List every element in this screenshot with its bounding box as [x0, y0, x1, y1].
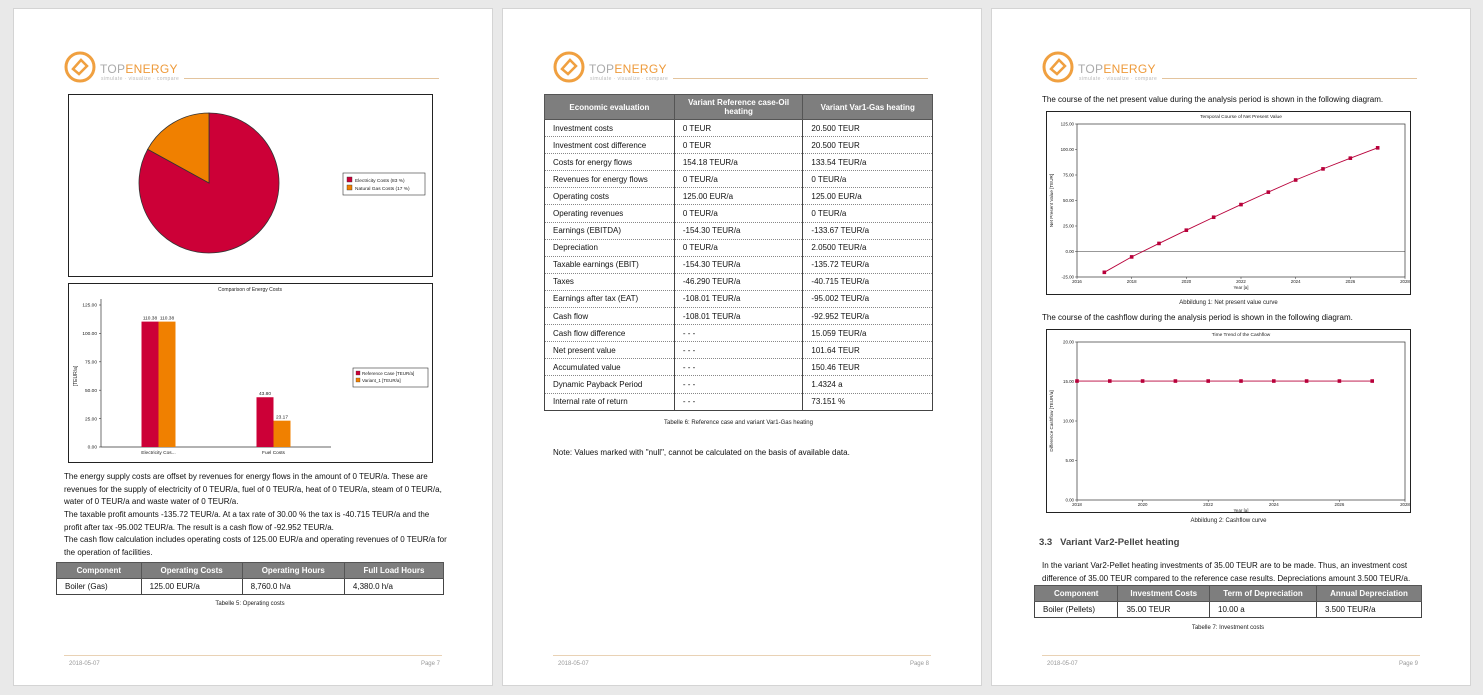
y-axis-label: Difference Cashflow [TEUR/a] [1049, 390, 1054, 452]
bar-value-label: 110.38 [142, 316, 158, 322]
y-tick-label: 15.00 [1063, 379, 1074, 385]
y-axis-label: Net Present Value [TEUR] [1049, 173, 1054, 228]
footer-page-number: Page 8 [909, 661, 929, 667]
header-cell: Economic evaluation [545, 95, 675, 120]
table-cell: Investment costs [545, 120, 675, 137]
y-tick-label: 0.00 [1065, 249, 1074, 255]
data-point [1349, 156, 1353, 160]
header-rule [184, 78, 439, 79]
table-cell: 150.46 TEUR [803, 359, 933, 376]
table-row [545, 342, 933, 359]
y-tick-label: 5.00 [1065, 458, 1074, 464]
table-cell: -154.30 TEUR/a [674, 222, 803, 239]
x-tick-label: Fuel Costs [262, 451, 285, 456]
footer-date: 2018-05-07 [69, 661, 100, 667]
section-number: 3.3 [1039, 537, 1053, 548]
data-point [1130, 255, 1134, 259]
x-tick-label: 2016 [1072, 279, 1082, 284]
y-tick-label: 100.00 [1060, 147, 1074, 153]
logo-tagline: simulate · visualize · compare [590, 76, 669, 82]
table-row [1035, 602, 1422, 618]
page-9 [991, 8, 1471, 686]
data-point [1108, 379, 1112, 383]
cashflow-chart [1046, 329, 1411, 513]
table-row [545, 171, 933, 188]
table-cell: Earnings (EBITDA) [545, 222, 675, 239]
bar-chart [68, 283, 433, 463]
table-cell: Operating costs [545, 188, 675, 205]
bar-value-label: 110.38 [159, 316, 175, 322]
table-cell: -46.290 TEUR/a [674, 273, 803, 290]
header-cell: Variant Reference case-Oil heating [674, 95, 803, 120]
table-cell: -154.30 TEUR/a [674, 256, 803, 273]
data-point [1370, 379, 1374, 383]
section-text: In the variant Var2-Pellet heating investments of 35.00 TEUR are to be made. Thus, an investment cost difference of 35.00 TEUR compared to the reference case results. Depreciations amount 3.500 TEUR/a. [1042, 561, 1411, 583]
bar [274, 421, 291, 447]
header-cell: Variant Var1-Gas heating [803, 95, 933, 120]
table-cell: 0 TEUR/a [803, 171, 933, 188]
header-cell: Investment Costs [1118, 586, 1210, 602]
table-row [545, 325, 933, 342]
table-cell: 0 TEUR/a [674, 239, 803, 256]
logo-brand: TOPENERGY [589, 62, 667, 76]
header-cell: Annual Depreciation [1316, 586, 1421, 602]
table-caption: Tabelle 5: Operating costs [215, 601, 285, 607]
table-cell: Boiler (Gas) [57, 579, 142, 595]
header-cell: Full Load Hours [344, 563, 443, 579]
table-cell: 0 TEUR/a [674, 171, 803, 188]
y-tick-label: 10.00 [1063, 418, 1074, 424]
data-point [1174, 379, 1178, 383]
header-cell: Term of Depreciation [1210, 586, 1317, 602]
table-cell: 0 TEUR [674, 120, 803, 137]
x-tick-label: 2020 [1137, 502, 1148, 507]
x-tick-label: 2022 [1236, 279, 1246, 284]
y-tick-label: 50.00 [84, 388, 97, 394]
logo-icon [1042, 51, 1074, 83]
table-cell: 20.500 TEUR [803, 120, 933, 137]
x-axis-label: Year [a] [1233, 285, 1249, 290]
table-cell: -108.01 TEUR/a [674, 308, 803, 325]
table-cell: 3.500 TEUR/a [1316, 602, 1421, 618]
company-logo [1042, 51, 1432, 91]
pie-chart [68, 94, 433, 277]
y-tick-label: 0.00 [87, 445, 97, 451]
y-axis-label: [TEUR/a] [73, 365, 79, 387]
table-cell: Dynamic Payback Period [545, 376, 675, 393]
table-row [545, 188, 933, 205]
pie-legend-label: Electricity Costs (83 %) [355, 179, 405, 184]
operating-costs-table [56, 562, 444, 595]
table-cell: 101.64 TEUR [803, 342, 933, 359]
x-tick-label: 2026 [1334, 502, 1345, 507]
x-tick-label: Electricity Cos... [141, 451, 176, 456]
npv-chart-svg [1047, 112, 1410, 294]
npv-chart [1046, 111, 1411, 295]
y-tick-label: 0.00 [1065, 497, 1074, 503]
table-cell: Earnings after tax (EAT) [545, 290, 675, 307]
company-logo [64, 51, 454, 91]
plot-area [1077, 124, 1405, 277]
data-point [1267, 190, 1271, 194]
table-cell: Revenues for energy flows [545, 171, 675, 188]
chart-title: Time Trend of the Cashflow [1211, 333, 1271, 338]
table-row [545, 376, 933, 393]
table-cell: 1.4324 a [803, 376, 933, 393]
footer-rule [1042, 655, 1420, 656]
data-point [1321, 167, 1325, 171]
table-cell: Investment cost difference [545, 137, 675, 154]
logo-icon [64, 51, 96, 83]
table-cell: 125.00 EUR/a [141, 579, 242, 595]
data-point [1305, 379, 1309, 383]
y-tick-label: 25.00 [84, 417, 97, 423]
x-tick-label: 2018 [1126, 279, 1137, 284]
data-point [1185, 228, 1189, 232]
table-cell: Operating revenues [545, 205, 675, 222]
pie-legend-label: Natural Gas Costs (17 %) [355, 187, 410, 192]
table-cell: 125.00 EUR/a [803, 188, 933, 205]
footer-date: 2018-05-07 [558, 661, 589, 667]
header-cell: Operating Hours [242, 563, 344, 579]
table-row [545, 308, 933, 325]
table-cell: Net present value [545, 342, 675, 359]
bar-legend-label: Reference Case [TEUR/a] [362, 371, 415, 376]
table-cell: 0 TEUR [674, 137, 803, 154]
pie-legend-swatch [347, 177, 352, 182]
table-row [545, 205, 933, 222]
chart-title: Comparison of Energy Costs [218, 287, 282, 293]
bar-legend-label: Variant_1 [TEUR/a] [362, 378, 401, 383]
y-tick-label: 100.00 [82, 332, 97, 338]
bar-value-label: 23.17 [275, 415, 289, 421]
pie-legend-swatch [347, 185, 352, 190]
footer-rule [64, 655, 442, 656]
table-cell: -92.952 TEUR/a [803, 308, 933, 325]
logo-tagline: simulate · visualize · compare [101, 76, 180, 82]
bar-value-label: 43.80 [258, 392, 272, 398]
cashflow-chart-svg [1047, 330, 1410, 512]
cashflow-caption: Abbildung 2: Cashflow curve [1190, 518, 1267, 524]
plot-area [1077, 342, 1405, 500]
table-cell: Boiler (Pellets) [1035, 602, 1118, 618]
section-title: Variant Var2-Pellet heating [1060, 537, 1180, 548]
table-cell: Taxable earnings (EBIT) [545, 256, 675, 273]
table-cell: - - - [674, 359, 803, 376]
x-tick-label: 2024 [1268, 502, 1279, 507]
table-cell: -108.01 TEUR/a [674, 290, 803, 307]
table-caption: Tabelle 7: Investment costs [1191, 625, 1265, 631]
pie-legend [343, 173, 425, 195]
table-cell: Accumulated value [545, 359, 675, 376]
table-cell: -95.002 TEUR/a [803, 290, 933, 307]
table-cell: Costs for energy flows [545, 154, 675, 171]
table-cell: - - - [674, 325, 803, 342]
page-7 [13, 8, 493, 686]
footer-date: 2018-05-07 [1047, 661, 1078, 667]
table-row [545, 393, 933, 410]
data-point [1376, 146, 1380, 150]
x-tick-label: 2024 [1290, 279, 1301, 284]
chart-title: Temporal Course of Net Present Value [1200, 115, 1282, 120]
table-cell: 2.0500 TEUR/a [803, 239, 933, 256]
logo-tagline: simulate · visualize · compare [1079, 76, 1158, 82]
table-cell: 15.059 TEUR/a [803, 325, 933, 342]
y-tick-label: 125.00 [1060, 121, 1074, 127]
bar [257, 397, 274, 447]
company-logo [553, 51, 943, 91]
logo-brand: TOPENERGY [100, 62, 178, 76]
data-point [1338, 379, 1342, 383]
bar-legend-swatch [356, 378, 360, 382]
data-point [1206, 379, 1210, 383]
table-cell: -133.67 TEUR/a [803, 222, 933, 239]
table-cell: 125.00 EUR/a [674, 188, 803, 205]
table-cell: 133.54 TEUR/a [803, 154, 933, 171]
logo-icon [553, 51, 585, 83]
table-cell: Cash flow [545, 308, 675, 325]
y-tick-label: 20.00 [1063, 339, 1074, 345]
page-8 [502, 8, 982, 686]
y-tick-label: 75.00 [1063, 172, 1074, 178]
data-point [1075, 379, 1079, 383]
y-tick-label: 125.00 [82, 303, 97, 309]
table-cell: - - - [674, 342, 803, 359]
table-cell: -135.72 TEUR/a [803, 256, 933, 273]
y-tick-label: -25.00 [1061, 274, 1074, 280]
table-row [545, 256, 933, 273]
x-tick-label: 2026 [1345, 279, 1356, 284]
table-row [545, 290, 933, 307]
bar [142, 322, 159, 447]
npv-caption: Abbildung 1: Net present value curve [1179, 300, 1278, 306]
footer-page-number: Page 7 [420, 661, 440, 667]
y-tick-label: 25.00 [1063, 223, 1074, 229]
data-point [1141, 379, 1145, 383]
cashflow-intro-text: The course of the cashflow during the analysis period is shown in the following diagram. [1042, 313, 1353, 322]
table-cell: 73.151 % [803, 393, 933, 410]
table-row [545, 273, 933, 290]
header-rule [1162, 78, 1417, 79]
data-point [1294, 178, 1298, 182]
table-row [545, 137, 933, 154]
data-point [1212, 215, 1216, 219]
header-cell: Operating Costs [141, 563, 242, 579]
series-line [1104, 148, 1377, 272]
x-tick-label: 2020 [1181, 279, 1192, 284]
table-cell: - - - [674, 376, 803, 393]
table-cell: -40.715 TEUR/a [803, 273, 933, 290]
table-cell: 35.00 TEUR [1118, 602, 1210, 618]
table-cell: 10.00 a [1210, 602, 1317, 618]
table-cell: 8,760.0 h/a [242, 579, 344, 595]
table-cell: 154.18 TEUR/a [674, 154, 803, 171]
x-tick-label: 2028 [1400, 502, 1410, 507]
x-tick-label: 2018 [1072, 502, 1082, 507]
table-cell: - - - [674, 393, 803, 410]
footer-rule [553, 655, 931, 656]
table-cell: Internal rate of return [545, 393, 675, 410]
table-row [545, 222, 933, 239]
pie-chart-svg [69, 95, 432, 276]
data-point [1272, 379, 1276, 383]
bar [159, 322, 176, 447]
x-axis-label: Year [a] [1233, 508, 1249, 512]
table-row [545, 359, 933, 376]
table-row [57, 579, 444, 595]
y-tick-label: 50.00 [1063, 198, 1074, 204]
bar-legend-swatch [356, 371, 360, 375]
table-cell: 4,380.0 h/a [344, 579, 443, 595]
npv-intro-text: The course of the net present value during the analysis period is shown in the following diagram. [1042, 95, 1384, 104]
data-point [1157, 242, 1161, 246]
table-cell: Cash flow difference [545, 325, 675, 342]
table-caption: Tabelle 6: Reference case and variant Var1-Gas heating [664, 420, 813, 426]
table-cell: Taxes [545, 273, 675, 290]
paragraph-revenues: The energy supply costs are offset by revenues for energy flows in the amount of 0 TEUR/a. These are revenues for the supply of electricity of 0 TEUR/a, fuel of 0 TEUR/a, heat of 0 TEUR/a, steam of 0 TEUR/a, water of 0 TEUR/a and waste water of 0 TEUR/a. [64, 472, 442, 507]
header-cell: Component [1035, 586, 1118, 602]
footer-page-number: Page 9 [1398, 661, 1418, 667]
logo-brand: TOPENERGY [1078, 62, 1156, 76]
table-cell: 20.500 TEUR [803, 137, 933, 154]
table-cell: Depreciation [545, 239, 675, 256]
y-tick-label: 75.00 [84, 360, 97, 366]
note-text: Note: Values marked with "null", cannot be calculated on the basis of available data. [553, 448, 850, 457]
data-point [1239, 379, 1243, 383]
table-row [545, 120, 933, 137]
table-row [545, 239, 933, 256]
x-tick-label: 2028 [1400, 279, 1410, 284]
header-cell: Component [57, 563, 142, 579]
bar-legend [353, 368, 428, 387]
table-row [545, 154, 933, 171]
data-point [1103, 271, 1107, 275]
table-cell: 0 TEUR/a [803, 205, 933, 222]
section-heading [1039, 537, 1179, 548]
data-point [1239, 203, 1243, 207]
bar-chart-svg [69, 284, 432, 462]
paragraph-taxes: The taxable profit amounts -135.72 TEUR/a. At a tax rate of 30.00 % the tax is -40.715 TEUR/a and the profit after tax -95.002 TEUR/a. The result is a cash flow of -92.952 TEUR/a. [64, 510, 430, 532]
paragraph-cashflow: The cash flow calculation includes operating costs of 125.00 EUR/a and operating revenues of 0 TEUR/a for the operation of facilities. [64, 535, 447, 557]
investment-costs-table [1034, 585, 1422, 618]
x-tick-label: 2022 [1203, 502, 1214, 507]
header-rule [673, 78, 928, 79]
table-cell: 0 TEUR/a [674, 205, 803, 222]
economic-evaluation-table [544, 94, 933, 411]
